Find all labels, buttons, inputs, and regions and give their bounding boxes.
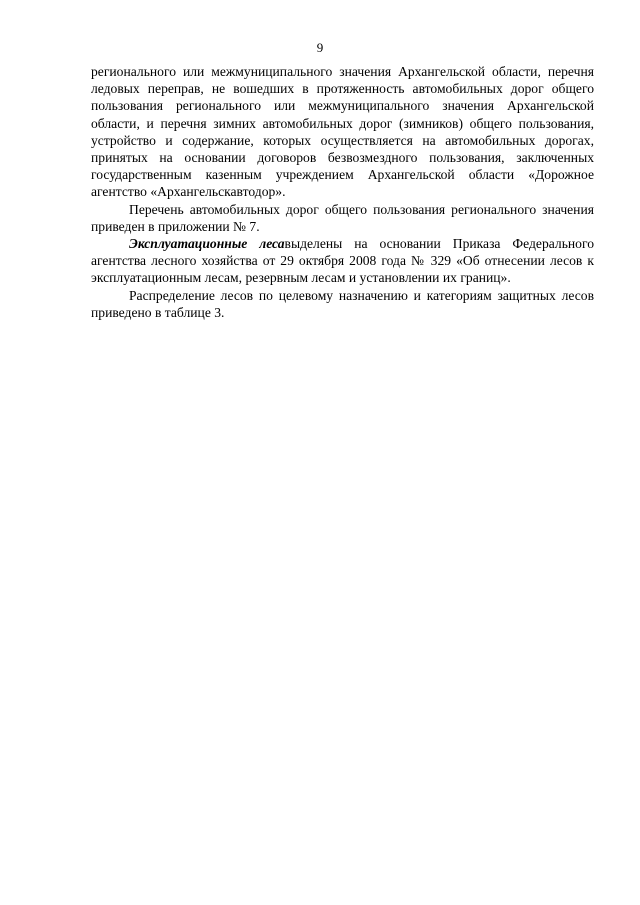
paragraph-exploitation-forests <box>91 235 594 287</box>
paragraph-exploitation-forests-text: выделены на основании Приказа Федерального агентства лесного хозяйства от 29 октября 2008 года № 329 «Об отнесении лесов к эксплуатационным лесам, резервным лесам и установлении их границ». <box>91 236 594 286</box>
paragraph-regional-roads-appendix: Перечень автомобильных дорог общего пользования регионального значения приведен в приложении № 7. <box>91 201 594 234</box>
term-exploitation-forests: Эксплуатационные леса <box>129 236 285 252</box>
paragraph-forest-distribution: Распределение лесов по целевому назначению и категориям защитных лесов приведено в таблице 3. <box>91 287 594 320</box>
page-number: 9 <box>316 40 324 55</box>
document-body <box>91 63 594 321</box>
paragraph-roads-list-continuation: регионального или межмуниципального значения Архангельской области, перечня ледовых переправ, не вошедших в протяженность автомобильных дорог общего пользования регионального или межмуниципального значения Архангельской области, и перечня зимних автомобильных дорог (зимников) общего пользования, устройство и содержание, которых осуществляется на автомобильных дорогах, принятых на основании договоров безвозмездного пользования, заключенных государственным казенным учреждением Архангельской области «Дорожное агентство «Архангельскавтодор». <box>91 64 594 200</box>
